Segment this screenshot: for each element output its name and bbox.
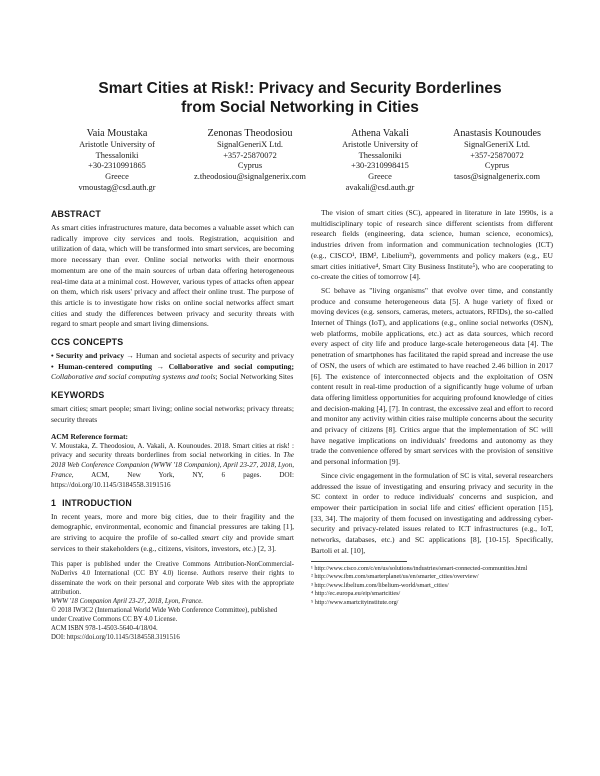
author-name: Vaia Moustaka [86,128,148,139]
author-phone: +357-25870072 [223,150,277,160]
author-affiliation: Thessaloniki [358,150,402,160]
ccs-term: ; Social Networking Sites [215,372,294,382]
license-text: This paper is published under the Creative Commons Attribution-NonCommercial-NoDerivs 4.0 International (CC BY 4.0) license. Authors reserve their rights to disseminate the work on their personal and corporate Web sites with the appropriate attribution. [51,561,294,596]
author-country: Cyprus [237,161,263,171]
author-name: Anastasis Kounoudes [452,128,541,139]
ccs-term: Collaborative and social computing systems and tools [51,372,216,382]
ccs-term: • Human-centered computing [51,361,152,371]
author-name: Zenonas Theodosiou [207,128,293,139]
license-block [51,560,294,642]
acm-reference-text [51,442,294,491]
intro-part: In recent years, more and more big cities, due to their fragility and the demographic, environmental, economic and financial pressures are taking [1], are striving to acquire the profile of so-called [51,511,294,542]
author-3 [315,127,445,194]
author-email: vmoustag@csd.auth.gr [78,182,156,192]
introduction-text [51,512,294,555]
author-2 [170,127,330,183]
acm-reference-part: ACM, New York, NY, 6 pages. DOI: https://doi.org/10.1145/3184558.3191516 [51,470,294,489]
author-affiliation: Thessaloniki [95,150,139,160]
abstract-heading: ABSTRACT [51,209,101,219]
author-phone: +30-2310991865 [88,161,146,171]
paper-title [40,79,560,117]
author-affiliation: SignalGeneriX Ltd. [216,140,284,149]
author-email: avakali@csd.auth.gr [345,182,415,192]
footnote[interactable]: ³ http://www.libelium.com/libelium-world/smart_cities/ [311,581,449,589]
right-column [311,208,553,607]
author-phone: +30-2310998415 [351,161,409,171]
footnote[interactable]: ⁴ http://ec.europa.eu/eip/smartcities/ [311,590,401,598]
section-title: INTRODUCTION [62,497,132,508]
paragraph: The vision of smart cities (SC), appeared in literature in late 1990s, is a multidisciplinary topic of research since different scientists from different research fields (engineering, data science, human science, economics), industries driven from information and communication technologies (ICT) (e.g., CISCO¹, IBM², Libelium³), governments and policy makers (e.g., EU smart cities initiative⁴, Smart City Business Institute⁵), who are cooperating to co-create the cities of tomorrow [4]. [311,208,553,282]
intro-part: and provide smart services to their stakeholders (e.g., citizens, visitors, investors, etc.) [2, 3]. [51,532,294,553]
author-affiliation: SignalGeneriX Ltd. [463,140,531,149]
author-country: Greece [105,172,129,182]
section-number: 1 [51,497,57,508]
author-name: Athena Vakali [351,128,409,139]
author-phone: +357-25870072 [470,150,524,160]
footnote[interactable]: ¹ http://www.cisco.com/c/en/us/solutions/industries/smart-connected-communities.html [311,564,528,572]
paragraph: Since civic engagement in the formulation of SC is vital, several researchers addressed the issue of investigating and ensuring privacy and security in the SC context in order to reduce individuals' concerns and suspicion, and empower their participation in social life and cities' efficient operation [15], [33, 34]. The majority of them focused on investigating and addressing cyber-security and privacy-related issues related to ICT infrastructures (e.g., IoT, networks, databases, etc.) and SC applications [8], [10-15]. Specifically, Bartoli et al. [10], [311,470,553,555]
ccs-heading: CCS CONCEPTS [51,337,124,348]
keywords-heading: KEYWORDS [51,390,105,401]
footnote-divider [311,561,407,562]
ccs-term: → Collaborative and social computing; [152,361,294,371]
author-email: z.theodosiou@signalgenerix.com [194,172,306,182]
left-column [51,208,294,642]
title-line-2: from Social Networking in Cities [181,99,419,116]
intro-part: smart city [201,532,234,542]
acm-reference-part: The 2018 Web Conference Companion (WWW '18 Companion), April 23-27, 2018, Lyon, France, [51,451,295,479]
title-line-1: Smart Cities at Risk!: Privacy and Security Borderlines [98,80,502,97]
author-4 [427,127,567,183]
ccs-concepts [51,351,294,383]
author-country: Cyprus [484,161,510,171]
author-country: Greece [368,172,392,182]
abstract-text: As smart cities infrastructures mature, data becomes a valuable asset which can radically improve city services and tools. Registration, acquisition and utilization of data, which will be transformed into smart services, are becoming more necessary than ever. Online social networks with their enormous momentum are one of the main sources of urban data offering heterogeneous real-time data at a minimal cost. However, various types of attacks often appear on them, which risk users' privacy and affect their online trust. The purpose of this article is to investigate how risks on online social networks affect smart cities and study the differences between privacy and security threats with regard to smart people and smart living dimensions. [51,223,294,329]
footnote[interactable]: ² http://www.ibm.com/smarterplanet/us/en/smarter_cities/overview/ [311,573,479,581]
author-1 [52,127,182,194]
author-affiliation: Aristotle University of [79,140,155,149]
author-affiliation: Aristotle University of [342,140,418,149]
footnote[interactable]: ⁵ http://www.smartcityinstitute.org/ [311,598,399,606]
doi-line[interactable]: DOI: https://doi.org/10.1145/3184558.3191516 [51,634,180,642]
acm-reference-part: V. Moustaka, Z. Theodosiou, A. Vakali, A. Kounoudes. 2018. Smart cities at risk! : privacy and security threats borderlines from social networking in cities. In [51,441,294,460]
acm-reference-heading: ACM Reference format: [51,431,129,441]
paragraph: SC behave as "living organisms" that evolve over time, and constantly produce and consume heterogeneous data [5]. A huge variety of fixed or moving devices (e.g. sensors, cameras, meters, actuators, RFIDs), the so-called Internet of Things (IoT), and applications (e.g., online social networks (OSN), web platforms, mobile applications, etc.) act as data sources, which record every aspect of city life and produce large-scale heterogeneous data [4]. The penetration of smartphones has facilitated the rapid spread and increase the use of OSN, the users of which are estimated to have reached 2.46 billion in 2017 [6]. The existence of interconnected objects and the exploitation of OSN content result in real-time production of a significantly huge volume of urban data offering limitless opportunities for acquiring profound knowledge of cities and decision-making [4], [7]. In contrast, the excessive zeal and effort to record and monitor any activity within cities raise multiple concerns about the security and privacy of citizens [8]. Critics argue that the implementation of SC will have negative implications on individuals' freedoms and autonomy as they trade the convenience offered by smart services with the provision of sensitive and personal information [9]. [311,285,553,467]
author-email: tasos@signalgenerix.com [453,172,541,182]
isbn-line: ACM ISBN 978-1-4503-5640-4/18/04. [51,625,158,632]
introduction-heading [51,497,294,509]
ccs-term: → Human and societal aspects of security and privacy [124,351,295,361]
copyright-line: © 2018 IW3C2 (International World Wide Web Conference Committee), published under Creative Commons CC BY 4.0 License. [51,606,278,623]
footnote-list [311,565,553,608]
keywords-text: smart cities; smart people; smart living; online social networks; privacy threats; security threats [51,404,294,424]
ccs-term: • Security and privacy [51,351,124,361]
conference-line: WWW '18 Companion April 23-27, 2018, Lyon, France. [51,597,203,605]
